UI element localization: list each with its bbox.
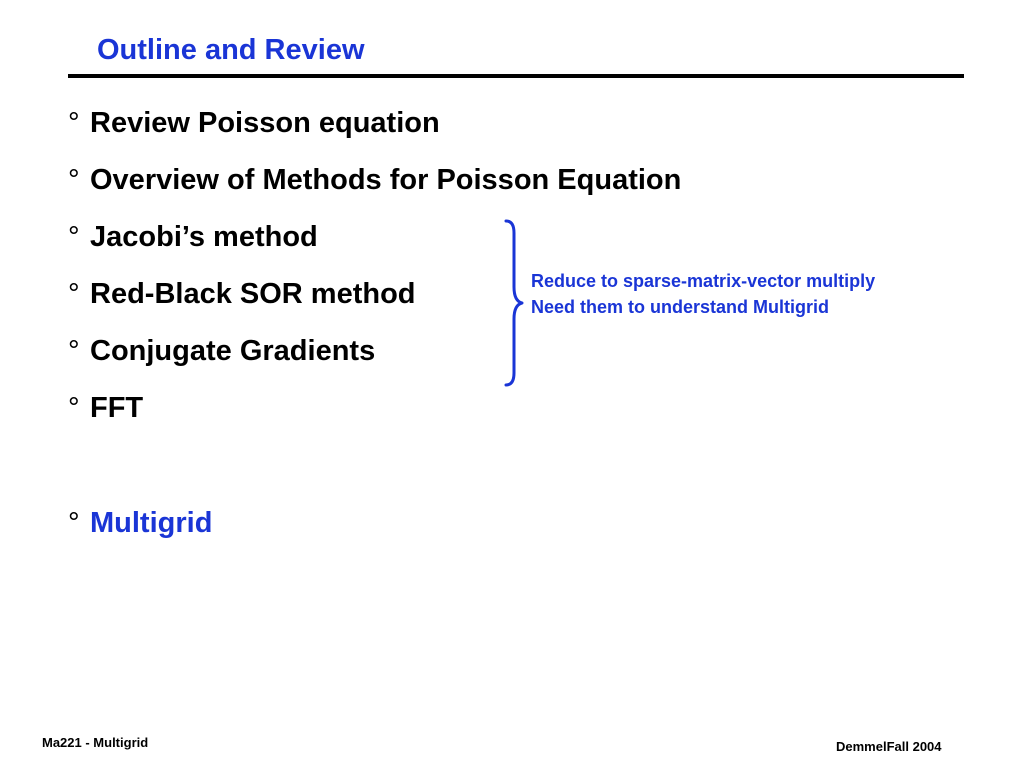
- bullet-text: Jacobi’s method: [90, 221, 318, 253]
- bullet-marker: °: [68, 164, 80, 196]
- bullet-marker: °: [68, 107, 80, 139]
- annotation-line-2: Need them to understand Multigrid: [531, 297, 830, 317]
- bullet-marker: °: [68, 507, 80, 539]
- bullet-conjugate-gradients: [68, 335, 375, 368]
- bullet-text: Conjugate Gradients: [90, 335, 376, 367]
- brace-annotation: [531, 268, 875, 320]
- footer-course-label: Ma221 - Multigrid: [42, 735, 149, 750]
- bullet-multigrid: [68, 507, 212, 540]
- bullet-text: FFT: [90, 392, 144, 424]
- curly-brace-icon: [500, 219, 530, 387]
- title-underline: [68, 74, 964, 78]
- bullet-red-black-sor: [68, 278, 416, 311]
- bullet-overview-methods: [68, 164, 681, 197]
- bullet-review-poisson: [68, 107, 440, 140]
- bullet-marker: °: [68, 392, 80, 424]
- footer-author-term: DemmelFall 2004: [836, 739, 942, 754]
- bullet-text: Multigrid: [90, 507, 213, 539]
- bullet-marker: °: [68, 278, 80, 310]
- bullet-text: Review Poisson equation: [90, 107, 440, 139]
- bullet-fft: [68, 392, 143, 425]
- slide-title: Outline and Review: [97, 34, 365, 66]
- bullet-text: Overview of Methods for Poisson Equation: [90, 164, 682, 196]
- bullet-text: Red-Black SOR method: [90, 278, 416, 310]
- annotation-line-1: Reduce to sparse-matrix-vector multiply: [531, 271, 876, 291]
- bullet-jacobi: [68, 221, 318, 254]
- bullet-marker: °: [68, 221, 80, 253]
- bullet-marker: °: [68, 335, 80, 367]
